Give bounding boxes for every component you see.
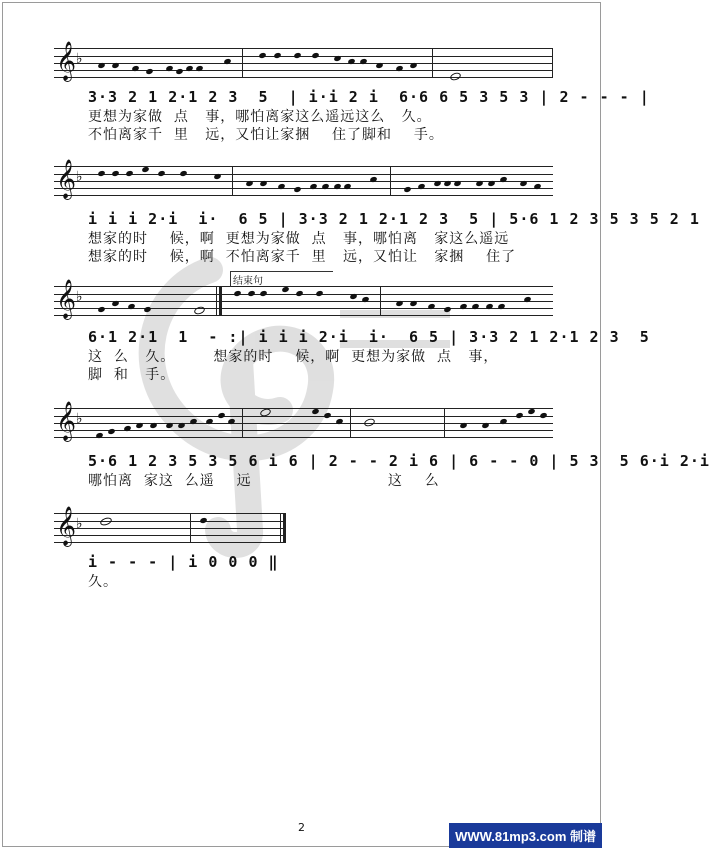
note	[363, 417, 376, 427]
staff	[54, 401, 553, 441]
barline	[432, 49, 433, 77]
note	[293, 186, 301, 193]
site-watermark-label[interactable]: WWW.81mp3.com 制谱	[449, 823, 602, 848]
barline	[444, 409, 445, 437]
lyric-line-2: 不怕离家千 里 远，又怕让家捆 住了脚和 手。	[88, 127, 444, 143]
note	[135, 422, 143, 429]
note	[123, 425, 131, 432]
note	[245, 180, 253, 187]
note	[111, 170, 119, 177]
note	[99, 516, 113, 527]
note	[233, 290, 241, 297]
jianpu-numbers: i - - - | i 0 0 0 ‖	[88, 553, 279, 571]
note	[179, 170, 187, 177]
note	[453, 180, 461, 187]
barline	[232, 167, 233, 195]
note	[97, 170, 105, 177]
jianpu-numbers: 6·1 2·1 1 - :| i i i 2·i i· 6 5 | 3·3 2 1 2·1 2 3 5	[88, 328, 650, 346]
lyric-line-1: 想家的时 候，啊 更想为家做 点 事，哪怕离 家这么遥远	[88, 231, 510, 247]
note	[433, 180, 441, 187]
note	[443, 180, 451, 187]
flat-key-signature-icon: ♭	[76, 411, 83, 427]
note	[443, 306, 451, 313]
flat-key-signature-icon: ♭	[76, 169, 83, 185]
treble-clef-icon: 𝄞	[56, 401, 77, 441]
note	[97, 306, 105, 313]
note	[223, 58, 231, 65]
note	[375, 62, 383, 69]
note	[281, 286, 289, 293]
note	[369, 176, 377, 183]
note	[195, 65, 203, 72]
note	[258, 52, 266, 59]
note	[359, 58, 367, 65]
note	[403, 186, 411, 193]
lyric-line-1: 这 么 久。 想家的时 候，啊 更想为家做 点 事，	[88, 349, 499, 365]
note	[409, 62, 417, 69]
treble-clef-icon: 𝄞	[56, 159, 77, 199]
note	[485, 303, 493, 310]
note	[107, 428, 115, 435]
staff	[54, 159, 553, 199]
note	[165, 65, 173, 72]
note	[475, 180, 483, 187]
note	[311, 52, 319, 59]
note	[189, 418, 197, 425]
note	[515, 412, 523, 419]
note	[111, 300, 119, 307]
note	[527, 408, 535, 415]
note	[227, 418, 235, 425]
note	[293, 52, 301, 59]
lyric-line-2: 脚 和 手。	[88, 367, 176, 383]
note	[459, 422, 467, 429]
note	[395, 300, 403, 307]
note	[217, 412, 225, 419]
lyric-line-1: 久。	[88, 574, 118, 590]
note	[193, 305, 206, 315]
jianpu-numbers: 3·3 2 1 2·1 2 3 5 | i·i 2 i 6·6 6 5 3 5 3 | 2 - - - |	[88, 88, 650, 106]
note	[481, 422, 489, 429]
flat-key-signature-icon: ♭	[76, 51, 83, 67]
note	[259, 180, 267, 187]
note	[361, 296, 369, 303]
note	[259, 407, 272, 417]
note	[127, 303, 135, 310]
note	[165, 422, 173, 429]
note	[519, 180, 527, 187]
note	[333, 183, 341, 190]
note	[185, 65, 193, 72]
lyric-line-2: 想家的时 候，啊 不怕离家千 里 远，又怕让 家捆 住了	[88, 249, 517, 265]
note	[349, 293, 357, 300]
jianpu-numbers: i i i 2·i i· 6 5 | 3·3 2 1 2·1 2 3 5 | 5·6 1 2 3 5 3 5 2 1	[88, 210, 700, 228]
note	[343, 183, 351, 190]
note	[273, 52, 281, 59]
note	[409, 300, 417, 307]
note	[97, 62, 105, 69]
barline	[242, 49, 243, 77]
barline	[380, 287, 381, 315]
barline	[552, 49, 553, 77]
note	[175, 68, 183, 75]
note	[395, 65, 403, 72]
note	[311, 408, 319, 415]
treble-clef-icon: 𝄞	[56, 506, 77, 546]
barline	[350, 409, 351, 437]
repeat-end-barline	[219, 287, 222, 315]
treble-clef-icon: 𝄞	[56, 279, 77, 319]
note	[499, 418, 507, 425]
note	[539, 412, 547, 419]
note	[205, 418, 213, 425]
staff	[54, 41, 553, 81]
note	[323, 412, 331, 419]
flat-key-signature-icon: ♭	[76, 516, 83, 532]
barline	[242, 409, 243, 437]
note	[487, 180, 495, 187]
note	[347, 58, 355, 65]
note	[533, 183, 541, 190]
note	[111, 62, 119, 69]
jianpu-numbers: 5·6 1 2 3 5 3 5 6 i 6 | 2 - - 2 i 6 | 6 - - 0 | 5 3 5 6·i 2·i	[88, 452, 710, 470]
barline	[390, 167, 391, 195]
note	[141, 166, 149, 173]
note	[277, 183, 285, 190]
flat-key-signature-icon: ♭	[76, 289, 83, 305]
note	[199, 517, 207, 524]
note	[523, 296, 531, 303]
note	[497, 303, 505, 310]
ending-section-label: 结束句	[230, 271, 333, 287]
note	[499, 176, 507, 183]
note	[145, 68, 153, 75]
page-number: 2	[298, 821, 305, 834]
note	[247, 290, 255, 297]
note	[213, 173, 221, 180]
note	[315, 290, 323, 297]
note	[143, 306, 151, 313]
note	[427, 303, 435, 310]
note	[459, 303, 467, 310]
lyric-line-1: 哪怕离 家这 么遥 远 这 么	[88, 473, 440, 489]
barline	[190, 514, 191, 542]
note	[149, 422, 157, 429]
staff	[54, 506, 286, 546]
repeat-end-barline	[216, 287, 217, 315]
note	[333, 55, 341, 62]
note	[95, 432, 103, 439]
note	[125, 170, 133, 177]
note	[177, 422, 185, 429]
note	[471, 303, 479, 310]
note	[131, 65, 139, 72]
note	[295, 290, 303, 297]
note	[157, 170, 165, 177]
note	[335, 418, 343, 425]
note	[321, 183, 329, 190]
final-barline	[283, 514, 286, 542]
note	[259, 290, 267, 297]
final-barline	[280, 514, 281, 542]
note	[417, 183, 425, 190]
treble-clef-icon: 𝄞	[56, 41, 77, 81]
note	[309, 183, 317, 190]
lyric-line-1: 更想为家做 点 事，哪怕离家这么遥远这么 久。	[88, 109, 432, 125]
